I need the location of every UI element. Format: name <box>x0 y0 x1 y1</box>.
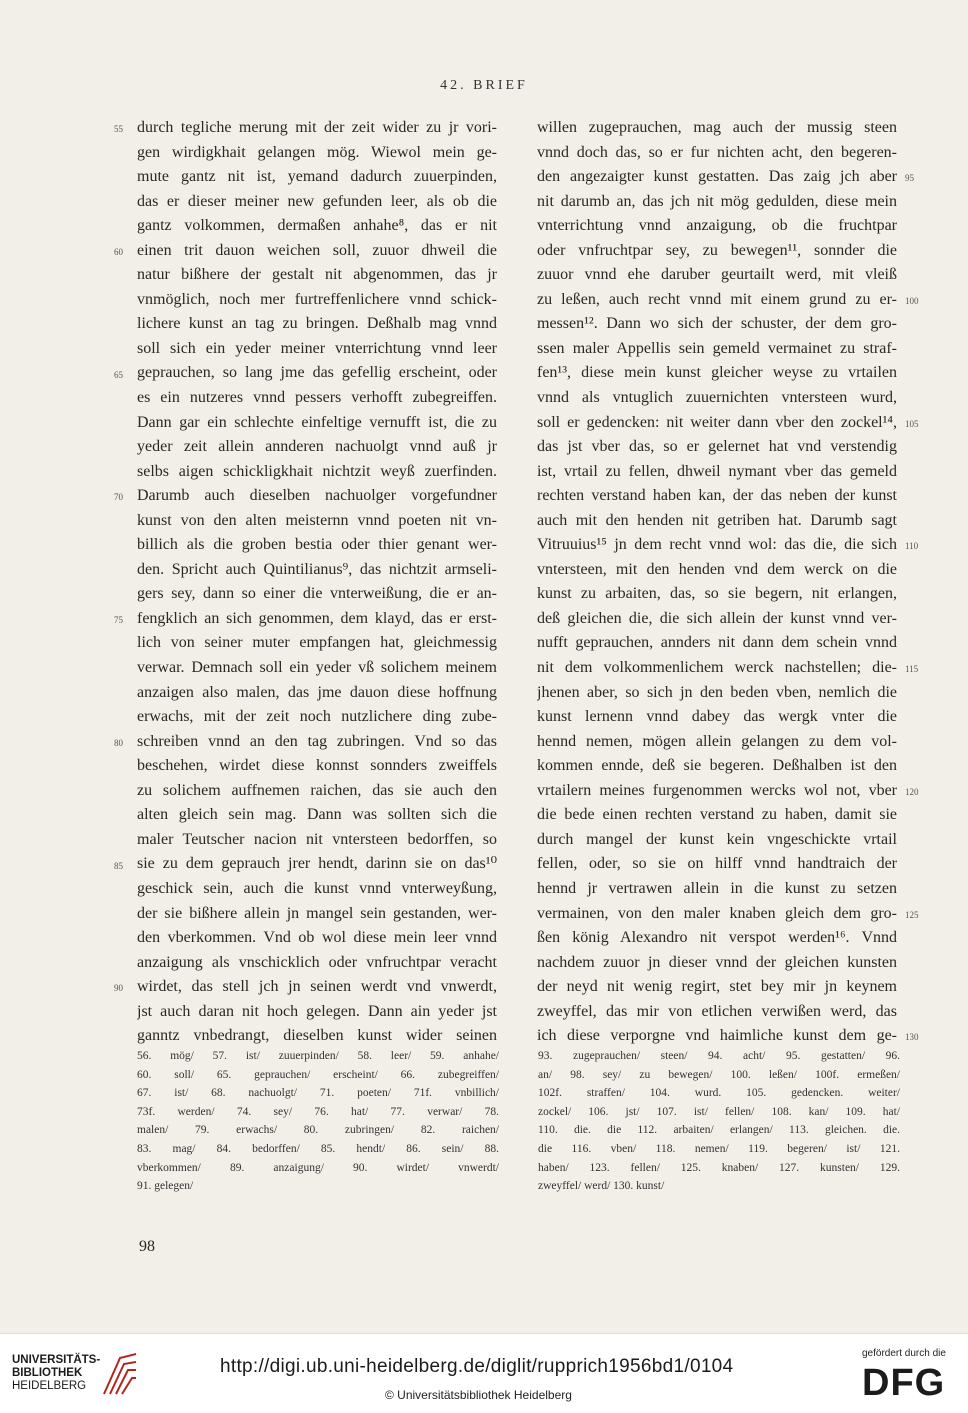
page-header: 42. BRIEF <box>440 78 528 93</box>
text-line: schreiben vnnd an den tag zubringen. Vnd so das <box>137 732 497 750</box>
text-line: jst auch daran nit hoch gelegen. Dann ain yeder jst <box>137 1002 497 1020</box>
line-number: 100 <box>905 295 919 306</box>
line-number: 120 <box>905 786 919 797</box>
text-line: das er dieser meiner new gefunden leer, als ob die <box>137 192 497 210</box>
text-line: gers sey, dann so einer die vnterweißung, die er an- <box>137 585 497 603</box>
page-number: 98 <box>139 1238 155 1255</box>
text-line: vnnd doch das, so er fur nichten acht, den begeren- <box>537 143 897 161</box>
text-line: billich als die groben bestia oder thier genant wer- <box>137 536 497 554</box>
text-line: es ein nutzeres vnnd pessers verhofft zubegreiffen. <box>137 389 497 407</box>
text-line: den. Spricht auch Quintilianus⁹, das nichtzit armseli- <box>137 560 497 578</box>
line-number: 130 <box>905 1032 919 1043</box>
text-line: nachdem zuuor jn dieser vnnd der gleichen kunsten <box>537 953 897 971</box>
text-line: nit dem volkommenlichem werck nachstellen; die- <box>537 659 897 677</box>
text-line: anzaigen also malen, das jme dauon diese hoffnung <box>137 683 497 701</box>
note-line: 93. zugeprauchen/ steen/ 94. acht/ 95. gestatten/ 96. <box>538 1050 900 1062</box>
text-line: deß gleichen die, die sich allein der kunst vnnd ver- <box>537 609 897 627</box>
logo-line-1: UNIVERSITÄTS- <box>12 1354 101 1366</box>
line-number: 95 <box>905 173 914 184</box>
line-number: 115 <box>905 664 919 675</box>
line-number: 85 <box>114 860 123 871</box>
note-line: haben/ 123. fellen/ 125. knaben/ 127. kunsten/ 129. <box>538 1161 900 1174</box>
text-line: das jst vber das, so er gelernet hat vnd verstendig <box>537 438 897 456</box>
text-line: ßen könig Alexandro nit verspot werden¹⁶. Vnnd <box>537 929 897 947</box>
note-line: 91. gelegen/ <box>137 1180 194 1193</box>
text-line: zu solichem auffnemen raichen, das sie auch den <box>137 781 497 799</box>
text-line: gen wirdigkhait gelangen mög. Wiewol mein ge- <box>137 143 497 161</box>
right-apparatus-notes <box>538 1047 900 1196</box>
text-line: beschehen, wirdet diese konnst sonnders zweiffels <box>137 757 497 775</box>
text-line: gantz volkommen, dermaßen anhahe⁸, das er nit <box>137 217 497 235</box>
text-line: hennd jr vertrawen allein in die kunst zu setzen <box>537 879 897 897</box>
text-line: geschick sein, auch die kunst vnnd vnterweyßung, <box>137 879 497 897</box>
text-line: die bede einen rechten verstand zu haben, damit sie <box>537 806 897 824</box>
note-line: 73f. werden/ 74. sey/ 76. hat/ 77. verwar/ 78. <box>137 1105 499 1118</box>
text-line: zu leßen, auch recht vnnd mit einem grund zu er- <box>537 290 897 308</box>
text-line: hennd nemen, mögen allein gelangen zu dem vol- <box>537 732 897 750</box>
text-line: kommen ennde, deß sie begeren. Deßhalben ist den <box>537 757 897 775</box>
ub-logo[interactable] <box>12 1354 100 1393</box>
text-line: soll sich ein yeder meiner vnterrichtung vnnd leer <box>137 339 497 357</box>
text-line: ist, vrtail zu fellen, dhweil nymant vber das gemeld <box>537 462 897 480</box>
permalink-url[interactable]: http://digi.ub.uni-heidelberg.de/diglit/rupprich1956bd1/0104 <box>220 1356 734 1377</box>
note-line: 60. soll/ 65. geprauchen/ erscheint/ 66. zubegreiffen/ <box>137 1068 499 1081</box>
note-line: vberkommen/ 89. anzaigung/ 90. wirdet/ vnwerdt/ <box>137 1161 499 1174</box>
text-line: messen¹². Dann wo sich der schuster, der dem gro- <box>537 315 897 333</box>
note-line: 102f. straffen/ 104. wurd. 105. gedencken. weiter/ <box>538 1087 900 1100</box>
text-line: natur bißhere der gestalt nit abgenommen, das jr <box>137 266 497 284</box>
text-line: yeder zeit allein annderen nachuolgt vnnd auß jr <box>137 438 497 456</box>
text-line: einen trit dauon weichen soll, zuuor dhweil die <box>137 241 497 259</box>
text-line: Dann gar ein schlechte einfeltige vernufft ist, die zu <box>137 413 497 431</box>
text-line: der sie bißhere allein jn mangel sein gestanden, wer- <box>137 904 497 922</box>
footer-bar <box>0 1333 968 1413</box>
logo-line-3: HEIDELBERG <box>12 1380 87 1392</box>
note-line: 110. die. die 112. arbaiten/ erlangen/ 113. gleichen. die. <box>538 1124 900 1137</box>
line-number: 80 <box>114 737 123 748</box>
text-line: kunst zu arbaiten, das, so sie begern, nit erlangen, <box>537 585 897 603</box>
text-line: lich von seiner muter empfangen hat, gleichmessig <box>137 634 497 652</box>
right-text-column <box>537 116 897 1049</box>
funded-by-label: gefördert durch die <box>862 1348 946 1359</box>
text-line: zuuor vnnd ehe daruber geurtailt werd, mit vleiß <box>537 266 897 284</box>
text-line: fengklich an sich genommen, dem klayd, das er erst- <box>137 609 497 627</box>
text-line: selbs aigen schickligkhait nichtzit weyß zuerfinden. <box>137 462 497 480</box>
text-line: wirdet, das stell jch jn seinen werdt vnd vnwerdt, <box>137 978 497 996</box>
text-line: fen¹³, diese mein kunst gleicher weyse zu vrtailen <box>537 364 897 382</box>
text-line: vermainen, von den maler knaben gleich dem gro- <box>537 904 897 922</box>
text-line: ssen maler Appellis sein gemeld vermainet zu straf- <box>537 339 897 357</box>
note-line: zweyffel/ werd/ 130. kunst/ <box>538 1180 665 1193</box>
text-line: vnterrichtung vnnd anzaigung, ob die fruchtpar <box>537 217 897 235</box>
dfg-logo[interactable]: DFG <box>862 1362 946 1404</box>
text-line: oder vnfruchtpar sey, zu bewegen¹¹, sonnder die <box>537 241 897 259</box>
text-line: geprauchen, so lang jme das gefellig erscheint, oder <box>137 364 497 382</box>
line-number: 55 <box>114 124 123 134</box>
text-line: verwar. Demnach soll ein yeder vß solichem meinem <box>137 659 497 677</box>
text-line: kunst lernenn vnnd dabey das wergk vnter die <box>537 708 897 726</box>
text-line: sie zu dem geprauch jrer hendt, darinn sie on das¹⁰ <box>137 855 497 873</box>
text-line: auch mit den henden nit getriben hat. Darumb sagt <box>537 511 897 529</box>
line-number: 60 <box>114 246 123 257</box>
note-line: malen/ 79. erwachs/ 80. zubringen/ 82. raichen/ <box>137 1124 499 1137</box>
text-line: willen zugeprauchen, mag auch der mussig steen <box>537 119 897 136</box>
text-line: der neyd nit wenig regirt, stet bey mir jn keynem <box>537 978 897 996</box>
text-line: anzaigung als vnschicklich oder vnfruchtpar veracht <box>137 953 497 971</box>
text-line: jhenen aber, so sich jn den beden vben, nemlich die <box>537 683 897 701</box>
text-line: ich diese verporgne vnd haimliche kunst dem ge- <box>537 1027 897 1045</box>
text-line: fellen, oder, so sie on hilff vnnd handtraich der <box>537 855 897 873</box>
line-number: 105 <box>905 418 919 429</box>
note-line: 56. mög/ 57. ist/ zuuerpinden/ 58. leer/ 59. anhahe/ <box>137 1050 499 1062</box>
text-line: vnmöglich, noch mer furtreffenlichere vnnd schick- <box>137 290 497 308</box>
text-line: maler Teutscher nacion nit vntersteen bedorffen, so <box>137 830 497 848</box>
ub-logo-mark-icon <box>100 1350 140 1398</box>
text-line: nufft geprauchen, annders nit dann dem schein vnnd <box>537 634 897 652</box>
line-number: 70 <box>114 492 123 503</box>
copyright-notice: © Universitätsbibliothek Heidelberg <box>385 1388 572 1402</box>
text-line: Darumb auch dieselben nachuolger vorgefundner <box>137 487 497 505</box>
note-line: an/ 98. sey/ zu bewegen/ 100. leßen/ 100f. ermeßen/ <box>538 1068 900 1081</box>
text-line: durch mangel der kunst kein vngeschickte vrtail <box>537 830 897 848</box>
text-line: vnnd als vntuglich zuuernichten vntersteen wurd, <box>537 389 897 407</box>
note-line: 83. mag/ 84. bedorffen/ 85. hendt/ 86. sein/ 88. <box>137 1142 499 1155</box>
text-line: nit darumb an, das jch nit mög gedulden, diese mein <box>537 192 897 210</box>
text-line: vntersteen, mit den henden vnd dem werck on die <box>537 560 897 578</box>
line-number: 75 <box>114 615 123 625</box>
note-line: 67. ist/ 68. nachuolgt/ 71. poeten/ 71f. vnbillich/ <box>137 1087 499 1100</box>
text-line: durch tegliche merung mit der zeit wider zu jr vori- <box>137 119 497 136</box>
left-text-column <box>137 116 497 1049</box>
text-line: vrtailern meines furgenommen wercks wol not, vber <box>537 781 897 799</box>
text-line: ganntz vnbedrangt, dieselben kunst wider seinen <box>137 1027 497 1045</box>
note-line: die 116. vben/ 118. nemen/ 119. begeren/ ist/ 121. <box>538 1142 900 1155</box>
left-apparatus-notes <box>137 1047 499 1196</box>
text-line: alten gleich sein mag. Dann was sollten sich die <box>137 806 497 824</box>
text-line: lichere kunst an tag zu bringen. Deßhalb mag vnnd <box>137 315 497 333</box>
text-line: Vitruuius¹⁵ jn dem recht vnnd wol: das die, die sich <box>537 536 897 554</box>
note-line: zockel/ 106. jst/ 107. ist/ fellen/ 108. kan/ 109. hat/ <box>538 1105 900 1118</box>
text-line: rechten verstand haben kan, der das neben der kunst <box>537 487 897 505</box>
text-line: soll er gedencken: nit weiter dann vber den zockel¹⁴, <box>537 413 897 431</box>
line-number: 110 <box>905 541 919 552</box>
text-line: zweyffel, das mir von etlichen verwißen werd, das <box>537 1002 897 1020</box>
logo-line-2: BIBLIOTHEK <box>12 1367 83 1379</box>
text-line: den vberkommen. Vnd ob wol diese mein leer vnnd <box>137 929 497 947</box>
line-number: 125 <box>905 909 919 920</box>
text-line: erwachs, mit der zeit noch nutzlichere ding zube- <box>137 708 497 726</box>
text-line: den angezaigter kunst gestatten. Das zaig jch aber <box>537 168 897 186</box>
text-line: mute gantz nit ist, yemand dadurch zuuerpinden, <box>137 168 497 186</box>
text-line: kunst von den alten meisternn vnnd poeten nit vn- <box>137 511 497 529</box>
line-number: 90 <box>114 983 123 994</box>
line-number: 65 <box>114 369 123 380</box>
